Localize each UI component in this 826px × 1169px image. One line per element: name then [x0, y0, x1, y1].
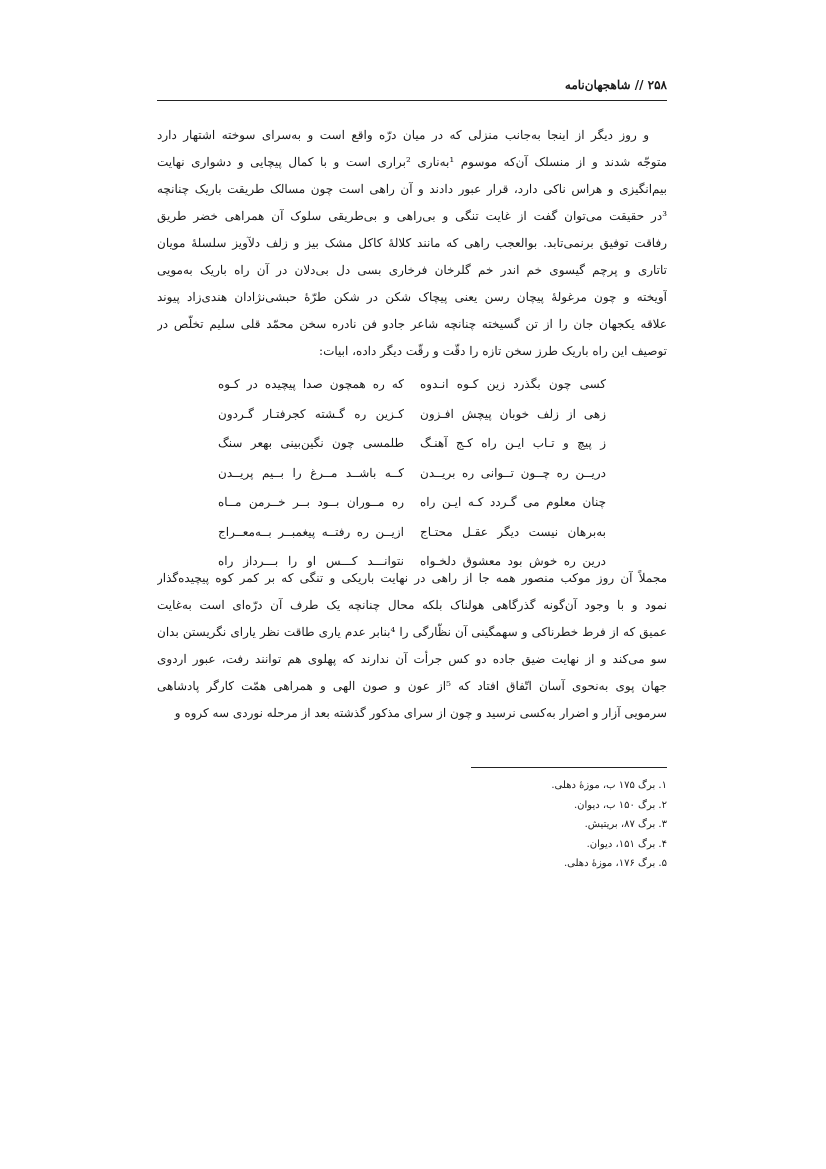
- text-line: آویخته و چون مرغولهٔ پیچان رسن یعنی پیچاک شکن در شکن طرّهٔ حبشی‌نژادان هندی‌زاد پیوند: [157, 290, 667, 304]
- hemistich-left: کـزین ره گـشته کجرفتـار گـردون: [218, 406, 404, 421]
- text-line: جهان پوی به‌نحوی آسان اتّفاق افتاد که ⁵از عون و صون الهی و همراهی همّت کارگر پادشاهی: [157, 679, 667, 693]
- paragraph-1: [157, 122, 667, 365]
- running-header: ۲۵۸ // شاهجهان‌نامه: [564, 78, 667, 92]
- header-rule: [157, 100, 667, 101]
- hemistich-left: نتوانـــد کـــس او را بـــرداز راه: [218, 554, 404, 568]
- hemistich-left: که ره همچون صدا پیچیده در کـوه: [218, 377, 404, 391]
- couplet: [218, 459, 606, 489]
- text-line: سرمویی آزار و اضرار به‌کسی نرسید و چون از سرای مذکور گذشته بعد از مرحله نوردی سه کروه و: [174, 706, 667, 720]
- text-line: و روز دیگر از اینجا به‌جانب منزلی که در میان درّه واقع است و به‌سرای سوخته اشتهار دارد: [157, 128, 649, 142]
- couplet: [218, 429, 606, 459]
- hemistich-left: ازیــن ره رفتــه پیغمبــر بــه‌معــراج: [218, 524, 404, 539]
- hemistich-right: به‌برهان نیست دیگر عقـل محتـاج: [420, 524, 606, 539]
- text-line: سو می‌کند و از نهایت ضیق جاده دو کس جرأت آن ندارند که پهلوی هم توانند رفت، عبور اردوی: [157, 652, 667, 666]
- footnote: ۱. برگ ۱۷۵ ب، موزهٔ دهلی.: [551, 780, 667, 791]
- paragraph-2: [157, 565, 667, 727]
- hemistich-right: چنان معلوم می گـردد کـه ایـن راه: [420, 495, 606, 509]
- text-line: ³در حقیقت می‌توان گفت از غایت تنگی و بی‌راهی و بی‌طریقی سلوک آن همراهی خضر طریق: [157, 209, 667, 223]
- text-line: عمیق که از فرط خطرناکی و سهمگینی آن نظّارگی را ⁴بنابر عدم یاری طاقت نظر یارای نگریستن بدان: [157, 625, 667, 639]
- text-line: مجملاً آن روز موکب منصور همه جا از راهی در نهایت باریکی و تنگی که بر کمر کوه پیچیده‌گذار: [157, 571, 667, 585]
- couplet: [218, 488, 606, 518]
- footnote: ۵. برگ ۱۷۶، موزهٔ دهلی.: [563, 858, 667, 869]
- footnote: ۳. برگ ۸۷، بریتیش.: [584, 819, 667, 830]
- hemistich-left: ره مــوران بــود بــر خــرمن مــاه: [218, 495, 404, 509]
- hemistich-right: زهی از زلف خوبان پیچش افـزون: [420, 406, 606, 421]
- hemistich-right: کسی چون بگذرد زین کـوه انـدوه: [420, 377, 606, 391]
- couplet: [218, 518, 606, 548]
- text-line: رفاقت توفیق برنمی‌تابد. بوالعجب راهی که مانند کلالهٔ کاکل مشک بیز و زلف دلآویز سلسلهٔ مویان: [157, 236, 667, 250]
- footnote-rule: [471, 767, 667, 768]
- text-line: متوجّه شدند و از منسلک آن‌که موسوم ¹به‌ناری ²براری است و با کمال پیچایی و دشواری نهایت: [157, 155, 667, 169]
- footnotes: [457, 776, 667, 874]
- text-line: بیم‌انگیزی و هراس ناکی دارد، قرار عبور دادند و آن راهی است چون مسالک طریقت باریک چنانچه: [157, 182, 667, 196]
- hemistich-right: دریــن ره چــون تــوانی ره بریــدن: [420, 465, 606, 480]
- hemistich-right: ز پیچ و تـاب ایـن راه کـج آهنـگ: [420, 436, 606, 450]
- text-line: توصیف این راه باریک طرز سخن تازه را دقّت و رقّت دیگر داده، ابیات:: [319, 344, 667, 358]
- text-line: تاتاری و پرچم گیسوی خم اندر خم گلرخان فرخاری بسی دل بی‌دلان در آن راه باریک به‌مویی: [157, 263, 667, 277]
- hemistich-left: کــه باشــد مــرغ را بــیم پریــدن: [218, 465, 404, 480]
- couplet: [218, 400, 606, 430]
- footnote: ۴. برگ ۱۵۱، دیوان.: [586, 838, 667, 850]
- hemistich-left: طلمسی چون نگین‌بینی بهعر سنگ: [218, 436, 404, 450]
- footnote: ۲. برگ ۱۵۰ ب، دیوان.: [574, 799, 667, 811]
- text-line: نمود و با وجود آن‌گونه گذرگاهی هولناک بلکه محال چنانچه یک طرف آن درّه‌ای است به‌غایت: [157, 598, 667, 612]
- hemistich-right: درین ره خوش بود معشوق دلخـواه: [420, 554, 606, 568]
- verse-block: [218, 370, 606, 577]
- text-line: علاقه یکجهان جان را از تن گسیخته چنانچه شاعر جادو فن نادره سخن محمّد قلی سلیم تخلّص در: [157, 317, 667, 331]
- couplet: [218, 370, 606, 400]
